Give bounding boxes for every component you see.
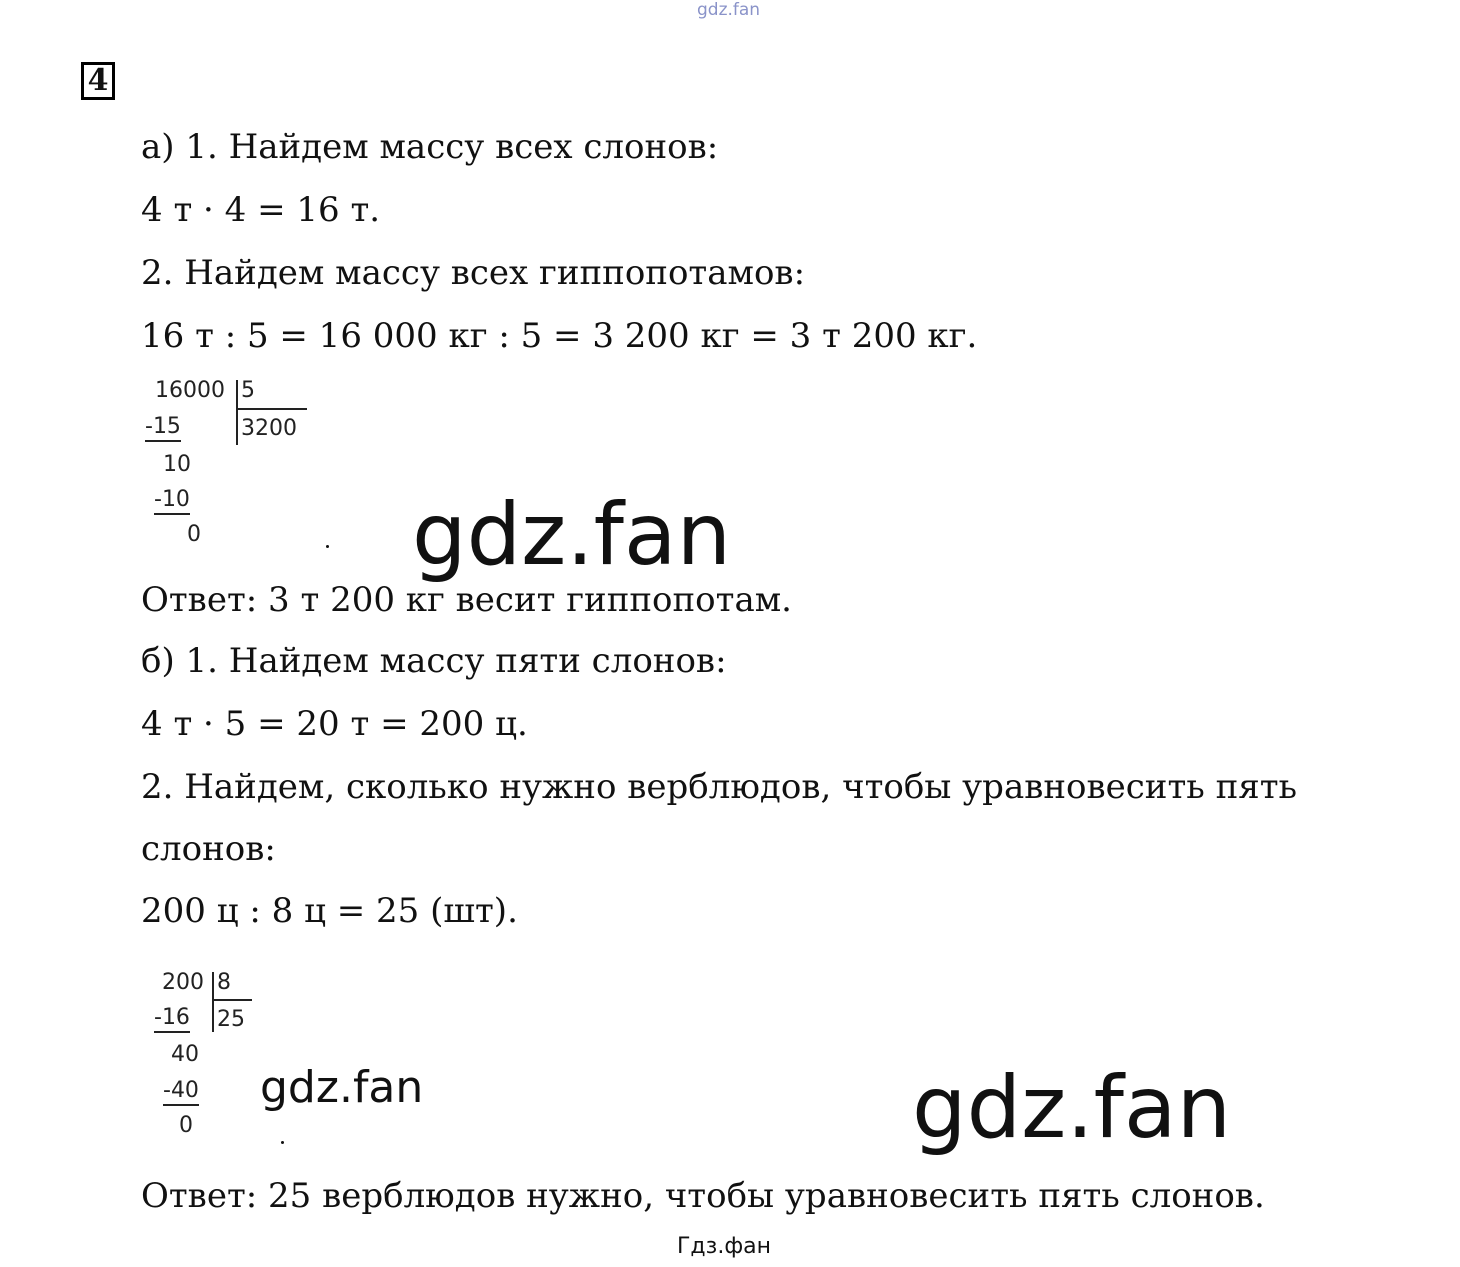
division-a-divisor: 5 bbox=[241, 378, 255, 403]
solution-line-b1-calc: 4 т · 5 = 20 т = 200 ц. bbox=[141, 704, 528, 744]
division-b-sub2: -40 bbox=[163, 1078, 199, 1106]
division-b-sub1: -16 bbox=[154, 1005, 190, 1033]
solution-line-a2-calc: 16 т : 5 = 16 000 кг : 5 = 3 200 кг = 3 т 200 кг. bbox=[141, 316, 978, 356]
watermark-large-1: gdz.fan bbox=[412, 485, 732, 585]
watermark-top: gdz.fan bbox=[697, 0, 761, 20]
division-b-rem1: 40 bbox=[171, 1042, 199, 1067]
division-b-dividend: 200 bbox=[162, 970, 204, 995]
stray-dot bbox=[326, 545, 329, 548]
division-a-sub1: -15 bbox=[145, 414, 181, 442]
answer-b: Ответ: 25 верблюдов нужно, чтобы уравновесить пять слонов. bbox=[141, 1176, 1265, 1216]
watermark-small: gdz.fan bbox=[260, 1062, 424, 1113]
division-b-vertical-bar bbox=[212, 972, 214, 1032]
answer-a: Ответ: 3 т 200 кг весит гиппопотам. bbox=[141, 580, 792, 620]
solution-line-b2: 2. Найдем, сколько нужно верблюдов, чтобы уравновесить пять bbox=[141, 767, 1298, 807]
solution-line-b2-cont: слонов: bbox=[141, 829, 276, 869]
solution-line-a2: 2. Найдем массу всех гиппопотамов: bbox=[141, 253, 806, 293]
division-b-rem2: 0 bbox=[179, 1113, 193, 1138]
solution-line-b2-calc: 200 ц : 8 ц = 25 (шт). bbox=[141, 891, 518, 931]
division-a-sub2: -10 bbox=[154, 487, 190, 515]
division-a-quotient: 3200 bbox=[241, 416, 297, 441]
solution-line-a1-calc: 4 т · 4 = 16 т. bbox=[141, 190, 381, 230]
watermark-large-2: gdz.fan bbox=[912, 1058, 1232, 1158]
division-b-divisor: 8 bbox=[217, 970, 231, 995]
solution-line-a1: а) 1. Найдем массу всех слонов: bbox=[141, 127, 719, 167]
task-number: 4 bbox=[81, 62, 115, 100]
division-b-horizontal-bar bbox=[212, 999, 252, 1001]
division-a-rem1: 10 bbox=[163, 452, 191, 477]
division-a-rem2: 0 bbox=[187, 522, 201, 547]
solution-line-b1: б) 1. Найдем массу пяти слонов: bbox=[141, 641, 727, 681]
stray-dot-2 bbox=[281, 1141, 284, 1144]
division-a-dividend: 16000 bbox=[155, 378, 225, 403]
division-a-horizontal-bar bbox=[236, 408, 307, 410]
footer-watermark: Гдз.фан bbox=[677, 1234, 771, 1259]
division-b-quotient: 25 bbox=[217, 1007, 245, 1032]
division-a-vertical-bar bbox=[236, 380, 238, 445]
